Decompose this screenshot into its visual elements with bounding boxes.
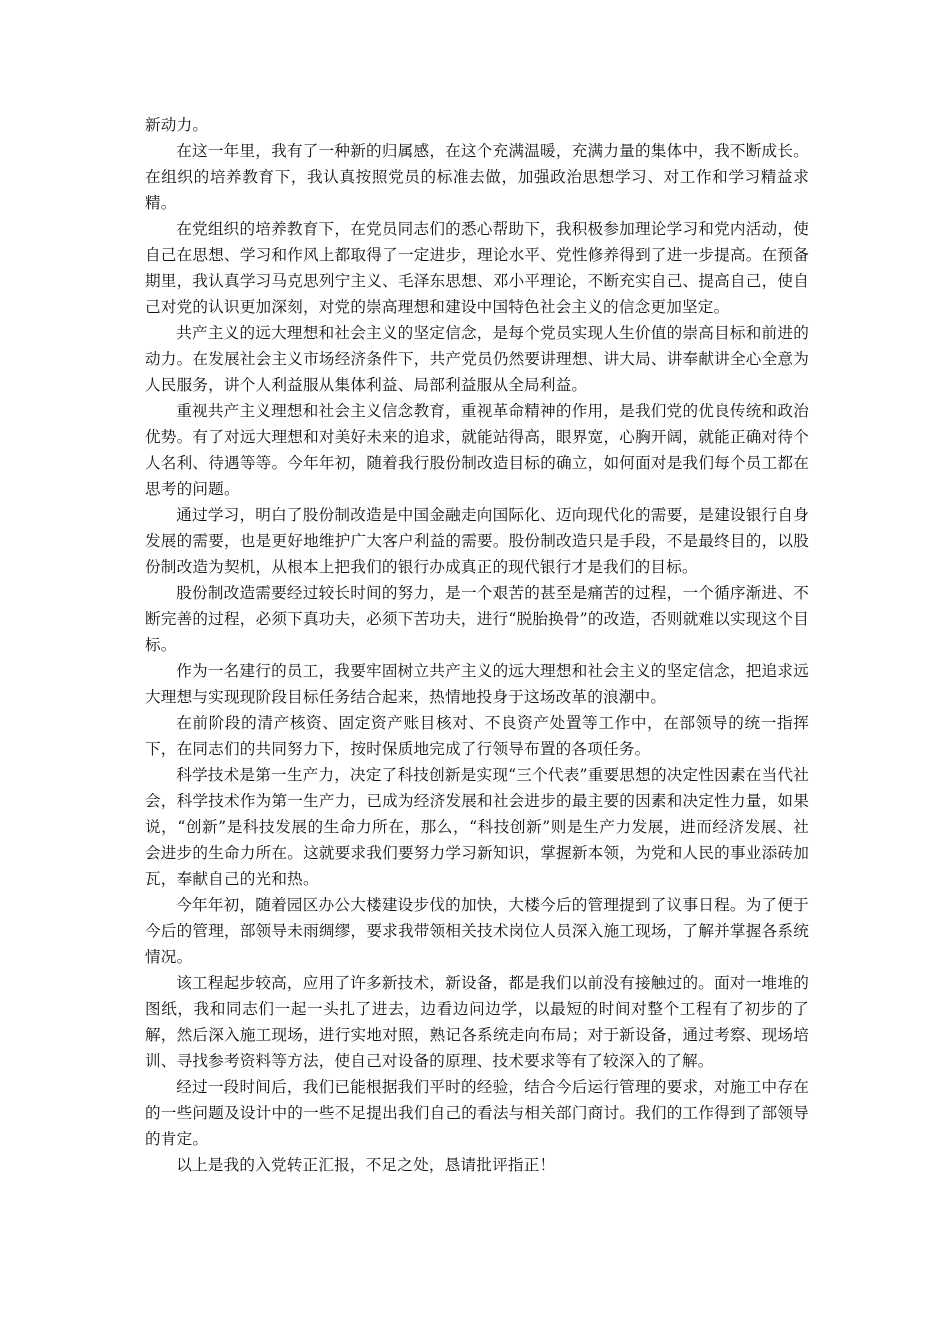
- paragraph: 该工程起步较高，应用了许多新技术，新设备，都是我们以前没有接触过的。面对一堆堆的图纸，我和同志们一起一头扎了进去，边看边问边学，以最短的时间对整个工程有了初步的了解，然后深入施工现场，进行实地对照，熟记各系统走向布局；对于新设备，通过考察、现场培训、寻找参考资料等方法，使自己对设备的原理、技术要求等有了较深入的了解。: [145, 974, 809, 1070]
- paragraph: 共产主义的远大理想和社会主义的坚定信念，是每个党员实现人生价值的崇高目标和前进的动力。在发展社会主义市场经济条件下，共产党员仍然要讲理想、讲大局、讲奉献讲全心全意为人民服务，讲个人利益服从集体利益、局部利益服从全局利益。: [145, 324, 809, 394]
- paragraph: 股份制改造需要经过较长时间的努力，是一个艰苦的甚至是痛苦的过程，一个循序渐进、不断完善的过程，必须下真功夫，必须下苦功夫，进行“脱胎换骨”的改造，否则就难以实现这个目标。: [145, 584, 809, 654]
- paragraph: 今年年初，随着园区办公大楼建设步伐的加快，大楼今后的管理提到了议事日程。为了便于今后的管理，部领导未雨绸缪，要求我带领相关技术岗位人员深入施工现场，了解并掌握各系统情况。: [145, 896, 809, 966]
- paragraph: 在党组织的培养教育下，在党员同志们的悉心帮助下，我积极参加理论学习和党内活动，使自己在思想、学习和作风上都取得了一定进步，理论水平、党性修养得到了进一步提高。在预备期里，我认真学习马克思列宁主义、毛泽东思想、邓小平理论，不断充实自己、提高自己，使自己对党的认识更加深刻，对党的崇高理想和建设中国特色社会主义的信念更加坚定。: [145, 220, 809, 316]
- paragraph-continuation: 新动力。: [145, 116, 209, 134]
- paragraph: 作为一名建行的员工，我要牢固树立共产主义的远大理想和社会主义的坚定信念，把追求远大理想与实现现阶段目标任务结合起来，热情地投身于这场改革的浪潮中。: [145, 662, 809, 706]
- paragraph: 通过学习，明白了股份制改造是中国金融走向国际化、迈向现代化的需要，是建设银行自身发展的需要，也是更好地维护广大客户利益的需要。股份制改造只是手段，不是最终目的，以股份制改造为契机，从根本上把我们的银行办成真正的现代银行才是我们的目标。: [145, 506, 809, 576]
- paragraph: 科学技术是第一生产力，决定了科技创新是实现“三个代表”重要思想的决定性因素在当代社会，科学技术作为第一生产力，已成为经济发展和社会进步的最主要的因素和决定性力量，如果说，“创新”是科技发展的生命力所在，那么，“科技创新”则是生产力发展，进而经济发展、社会进步的生命力所在。这就要求我们要努力学习新知识，掌握新本领，为党和人民的事业添砖加瓦，奉献自己的光和热。: [145, 766, 809, 888]
- paragraph: 经过一段时间后，我们已能根据我们平时的经验，结合今后运行管理的要求，对施工中存在的一些问题及设计中的一些不足提出我们自己的看法与相关部门商讨。我们的工作得到了部领导的肯定。: [145, 1078, 809, 1148]
- paragraph: 重视共产主义理想和社会主义信念教育，重视革命精神的作用，是我们党的优良传统和政治优势。有了对远大理想和对美好未来的追求，就能站得高，眼界宽，心胸开阔，就能正确对待个人名利、待遇等等。今年年初，随着我行股份制改造目标的确立，如何面对是我们每个员工都在思考的问题。: [145, 402, 809, 498]
- closing-paragraph: 以上是我的入党转正汇报，不足之处，恳请批评指正！: [176, 1156, 556, 1174]
- paragraph: 在前阶段的清产核资、固定资产账目核对、不良资产处置等工作中，在部领导的统一指挥下，在同志们的共同努力下，按时保质地完成了行领导布置的各项任务。: [145, 714, 809, 758]
- document-body: [145, 112, 809, 1178]
- paragraph: 在这一年里，我有了一种新的归属感，在这个充满温暖，充满力量的集体中，我不断成长。在组织的培养教育下，我认真按照党员的标准去做，加强政治思想学习、对工作和学习精益求精。: [145, 142, 809, 212]
